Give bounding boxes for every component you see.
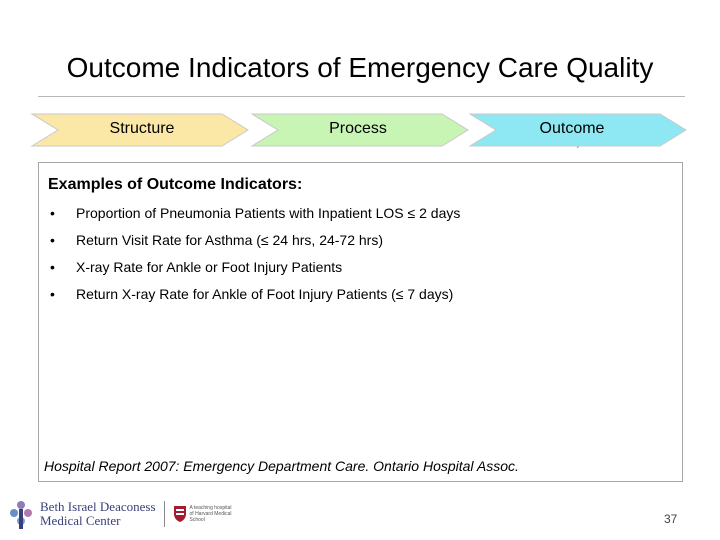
slide-title: Outcome Indicators of Emergency Care Quality bbox=[66, 52, 654, 83]
bullet-icon: • bbox=[50, 232, 55, 248]
source-citation: Hospital Report 2007: Emergency Department Care. Ontario Hospital Assoc. bbox=[44, 458, 519, 474]
institution-logo bbox=[6, 497, 234, 531]
indicator-text: Proportion of Pneumonia Patients with Inpatient LOS ≤ 2 days bbox=[76, 205, 461, 221]
list-item bbox=[48, 230, 460, 257]
indicator-text: X-ray Rate for Ankle or Foot Injury Patients bbox=[76, 259, 343, 275]
bidmc-emblem-icon bbox=[6, 497, 36, 531]
page-number: 37 bbox=[664, 512, 678, 526]
list-item bbox=[48, 203, 460, 230]
indicator-text: Return X-ray Rate for Ankle of Foot Injury Patients (≤ 7 days) bbox=[76, 286, 454, 302]
panel-heading: Examples of Outcome Indicators: bbox=[48, 176, 303, 193]
chevron-outcome-label: Outcome bbox=[539, 120, 605, 137]
logo-divider bbox=[164, 501, 165, 527]
title-divider bbox=[38, 96, 685, 97]
indicator-list bbox=[48, 203, 460, 311]
indicator-text: Return Visit Rate for Asthma (≤ 24 hrs, 24-72 hrs) bbox=[76, 232, 383, 248]
list-item bbox=[48, 257, 460, 284]
logo-line-1: Beth Israel Deaconess bbox=[40, 499, 156, 514]
list-item bbox=[48, 284, 460, 311]
chevron-process-label: Process bbox=[329, 120, 387, 137]
affiliation-text: A teaching hospital of Harvard Medical School bbox=[189, 505, 232, 523]
bullet-icon: • bbox=[50, 205, 55, 221]
chevron-structure-label: Structure bbox=[109, 120, 175, 137]
harvard-shield-icon bbox=[173, 505, 187, 523]
logo-line-2: Medical Center bbox=[40, 513, 121, 528]
bullet-icon: • bbox=[50, 259, 55, 275]
bullet-icon: • bbox=[50, 286, 55, 302]
logo-wordmark bbox=[40, 500, 156, 528]
